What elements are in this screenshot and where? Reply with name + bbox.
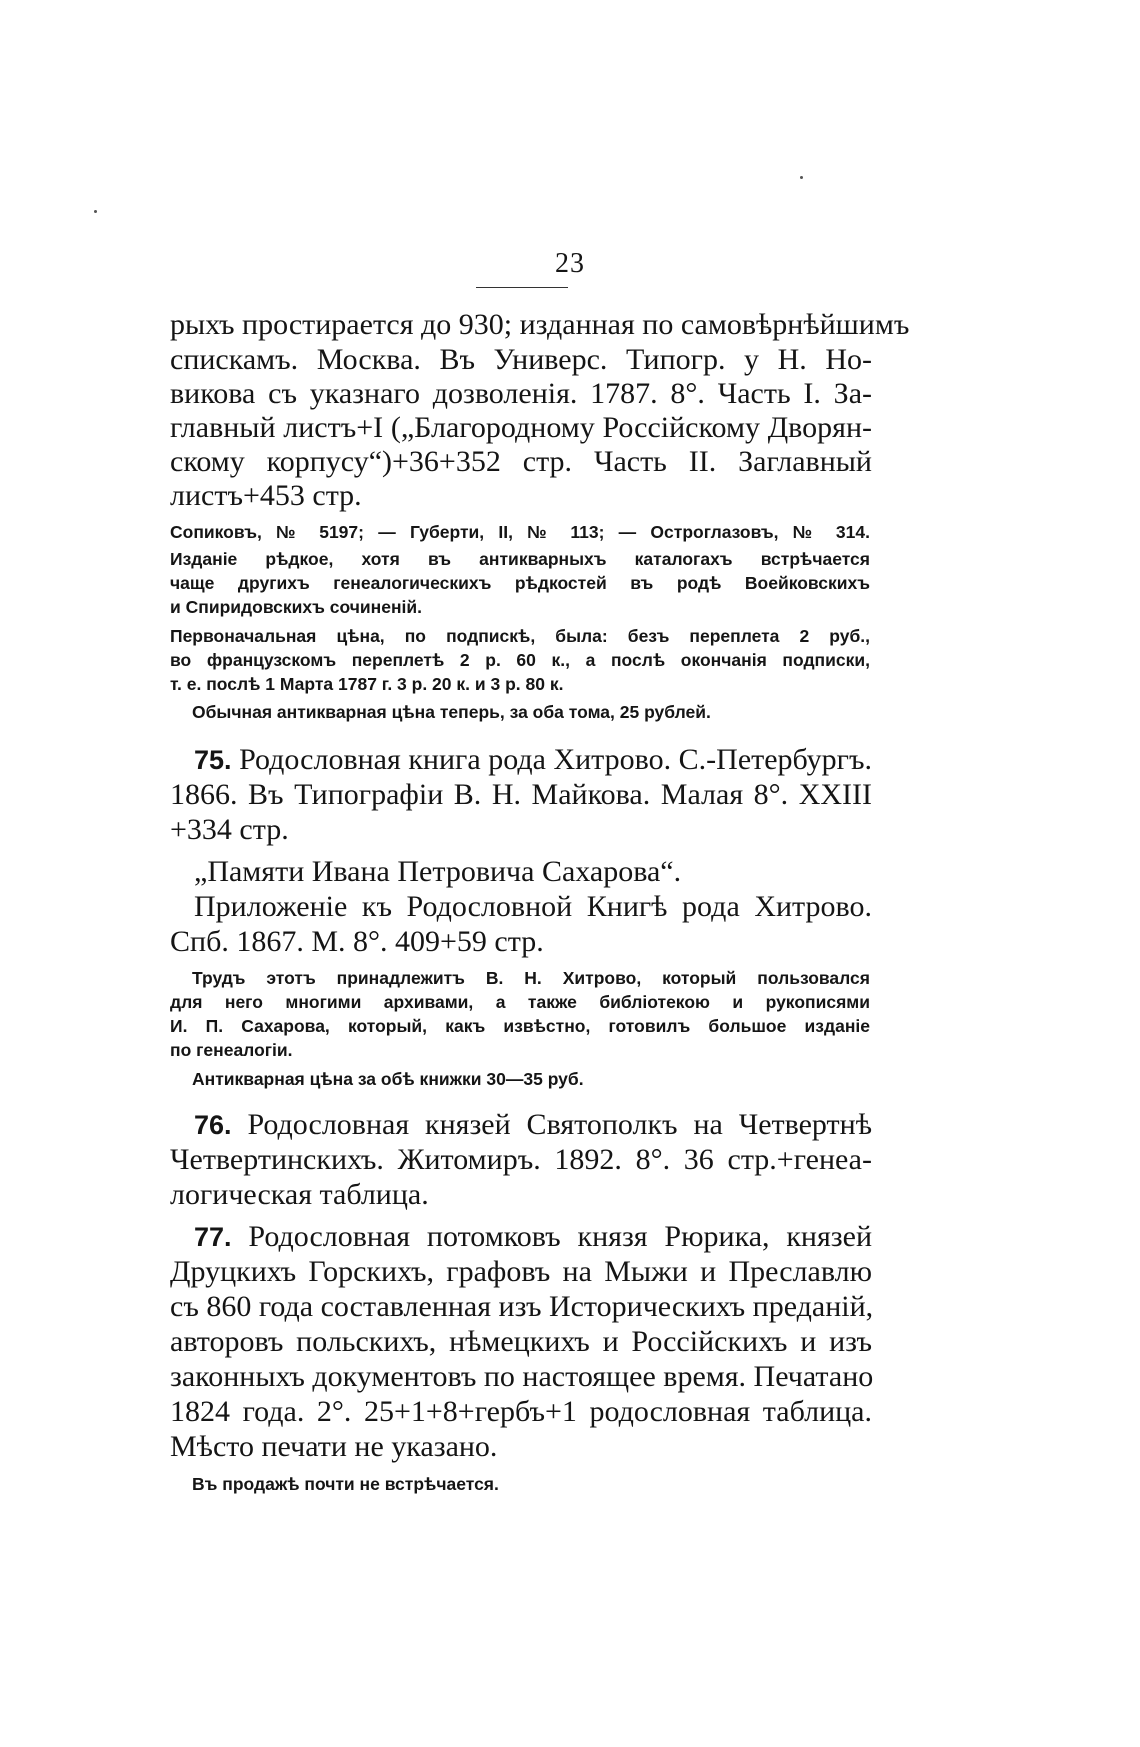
scan-speck: [94, 210, 97, 213]
note-line: И. П. Сахарова, который, какъ извѣстно, готовилъ большое изданіе: [170, 1016, 870, 1036]
note-line: и Спиридовскихъ сочиненій.: [170, 597, 423, 617]
entry-number: 75.: [194, 745, 232, 775]
text-line: скому корпусу“)+36+352 стр. Часть II. Заглавный: [170, 445, 872, 478]
note-line: Изданіе рѣдкое, хотя въ антикварныхъ каталогахъ встрѣчается: [170, 549, 870, 569]
text-line: Спб. 1867. М. 8°. 409+59 стр.: [170, 925, 544, 958]
text-line: Приложеніе къ Родословной Книгѣ рода Хитрово.: [194, 890, 872, 923]
text-line: листъ+453 стр.: [170, 479, 362, 512]
text-line: +334 стр.: [170, 813, 289, 846]
note-line: Сопиковъ, № 5197; — Губерти, II, № 113; — Остроглазовъ, № 314.: [170, 522, 870, 542]
note-line: по генеалогіи.: [170, 1040, 293, 1060]
page-number-rule: [476, 287, 568, 288]
text-line: логическая таблица.: [170, 1178, 429, 1211]
entry-77-line-1: [194, 1220, 872, 1254]
text-line: Родословная потомковъ князя Рюрика, князей: [248, 1220, 873, 1253]
text-line: Родословная князей Святополкъ на Четвертнѣ: [247, 1108, 872, 1141]
text-line: спискамъ. Москва. Въ Универс. Типогр. у Н. Но-: [170, 343, 872, 376]
text-line: Мѣсто печати не указано.: [170, 1430, 498, 1463]
note-line: т. е. послѣ 1 Марта 1787 г. 3 р. 20 к. и 3 р. 80 к.: [170, 674, 564, 694]
text-line: Друцкихъ Горскихъ, графовъ на Мыжи и Преславлю: [170, 1255, 872, 1288]
note-line: Обычная антикварная цѣна теперь, за оба тома, 25 рублей.: [192, 702, 711, 722]
entry-number: 76.: [194, 1110, 232, 1140]
note-line: во французскомъ переплетѣ 2 р. 60 к., а послѣ окончанія подписки,: [170, 650, 870, 670]
note-line: Трудъ этотъ принадлежитъ В. Н. Хитрово, который пользовался: [192, 968, 870, 988]
entry-75-line-1: [194, 743, 872, 777]
note-line: Антикварная цѣна за обѣ книжки 30—35 руб.: [192, 1069, 584, 1089]
note-line: чаще другихъ генеалогическихъ рѣдкостей въ родѣ Воейковскихъ: [170, 573, 870, 593]
note-line: Первоначальная цѣна, по подпискѣ, была: безъ переплета 2 руб.,: [170, 626, 870, 646]
page-number: 23: [555, 248, 585, 279]
scan-speck: [800, 176, 803, 179]
text-line: 1824 года. 2°. 25+1+8+гербъ+1 родословная таблица.: [170, 1395, 872, 1428]
text-line: викова съ указнаго дозволенія. 1787. 8°. Часть I. За-: [170, 377, 872, 410]
entry-76-line-1: [194, 1108, 872, 1142]
text-line: съ 860 года составленная изъ Историческихъ преданій,: [170, 1290, 874, 1323]
text-line: рыхъ простирается до 930; изданная по самовѣрнѣйшимъ: [170, 308, 910, 341]
note-line: для него многими архивами, а также библіотекою и рукописями: [170, 992, 870, 1012]
text-line: законныхъ документовъ по настоящее время. Печатано: [170, 1360, 874, 1393]
text-line: Родословная книга рода Хитрово. С.-Петербургъ.: [239, 743, 872, 776]
text-line: 1866. Въ Типографіи В. Н. Майкова. Малая 8°. XXIII: [170, 778, 872, 811]
text-line: главный листъ+I („Благородному Россійскому Дворян-: [170, 411, 872, 444]
entry-number: 77.: [194, 1222, 232, 1252]
text-line: Четвертинскихъ. Житомиръ. 1892. 8°. 36 стр.+генеа-: [170, 1143, 872, 1176]
note-line: Въ продажѣ почти не встрѣчается.: [192, 1474, 499, 1494]
text-line: авторовъ польскихъ, нѣмецкихъ и Россійскихъ и изъ: [170, 1325, 872, 1358]
text-line: „Памяти Ивана Петровича Сахарова“.: [194, 855, 682, 888]
